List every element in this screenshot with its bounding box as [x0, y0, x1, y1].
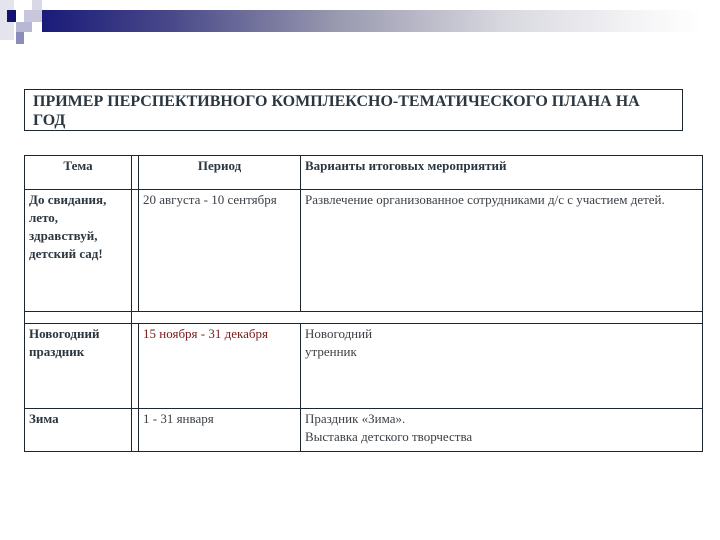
cell-period: 15 ноября - 31 декабря	[139, 324, 301, 409]
cell-period: 1 - 31 января	[139, 409, 301, 452]
cell-events	[301, 190, 703, 312]
table-separator-row	[25, 312, 703, 324]
title-gradient-bar	[42, 10, 702, 32]
table-row	[25, 190, 703, 312]
cell-gap	[132, 324, 139, 409]
slide-title: ПРИМЕР ПЕРСПЕКТИВНОГО КОМПЛЕКСНО-ТЕМАТИЧЕСКОГО ПЛАНА НА ГОД	[24, 89, 683, 131]
cell-theme: До свидания, лето, здравствуй, детский сад!	[25, 190, 132, 312]
cell-period: 20 августа - 10 сентября	[139, 190, 301, 312]
header-gap	[132, 156, 139, 190]
deco-square	[7, 10, 16, 22]
deco-square	[16, 32, 24, 44]
table-row	[25, 409, 703, 452]
event-line: Праздник «Зима».	[305, 411, 406, 426]
plan-table	[24, 155, 703, 452]
deco-square	[24, 10, 42, 22]
sep-cell	[25, 312, 132, 324]
cell-theme: Зима	[25, 409, 132, 452]
cell-gap	[132, 190, 139, 312]
deco-square	[16, 22, 32, 32]
event-line: Новогодний утренник	[305, 326, 373, 359]
event-line: Развлечение организованное сотрудниками д/с с участием детей.	[305, 192, 665, 207]
deco-square	[32, 0, 42, 10]
cell-events	[301, 409, 703, 452]
header-theme: Тема	[25, 156, 132, 190]
table-header-row	[25, 156, 703, 190]
event-line: Выставка детского творчества	[305, 429, 473, 444]
cell-theme: Новогодний праздник	[25, 324, 132, 409]
cell-events	[301, 324, 703, 409]
cell-gap	[132, 409, 139, 452]
header-period: Период	[139, 156, 301, 190]
sep-cell	[132, 312, 703, 324]
header-events: Варианты итоговых мероприятий	[301, 156, 703, 190]
table-row	[25, 324, 703, 409]
